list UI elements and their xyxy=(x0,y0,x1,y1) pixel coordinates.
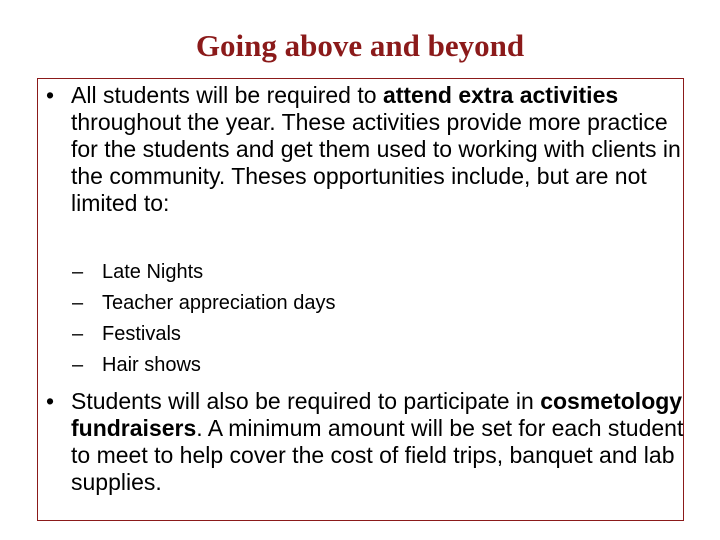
bullet-fundraisers xyxy=(34,388,684,496)
subbullet-marker: – xyxy=(72,292,84,314)
bullet-bold-text: cosmetology fundraisers xyxy=(71,388,683,441)
bullet-attend-activities xyxy=(34,82,684,217)
bullet-text-cont: throughout the year. These activities provide more practice for the students and get them used to working with clients in the community. Theses opportunities include, but are not limited to: xyxy=(71,109,681,216)
subbullet-hair-shows xyxy=(72,353,672,377)
bullet-text-cont: . A minimum amount will be set for each student to meet to help cover the cost of field trips, banquet and lab supplies. xyxy=(71,415,684,495)
subbullet-teacher-appreciation xyxy=(72,291,672,315)
subbullet-label: Festivals xyxy=(102,323,181,345)
bullet-text: All students will be required to xyxy=(71,82,383,108)
subbullet-marker: – xyxy=(72,323,84,345)
subbullet-late-nights xyxy=(72,260,672,284)
bullet-marker: • xyxy=(46,82,55,108)
slide-title: Going above and beyond xyxy=(195,28,525,63)
bullet-text: Students will also be required to participate in xyxy=(71,388,541,414)
subbullet-label: Teacher appreciation days xyxy=(102,292,336,314)
bullet-bold-text: attend extra activities xyxy=(382,82,619,108)
bullet-marker: • xyxy=(46,388,55,414)
subbullet-marker: – xyxy=(72,354,84,376)
subbullet-label: Late Nights xyxy=(102,261,204,283)
subbullet-label: Hair shows xyxy=(102,354,201,376)
subbullet-festivals xyxy=(72,322,672,346)
subbullet-marker: – xyxy=(72,261,84,283)
